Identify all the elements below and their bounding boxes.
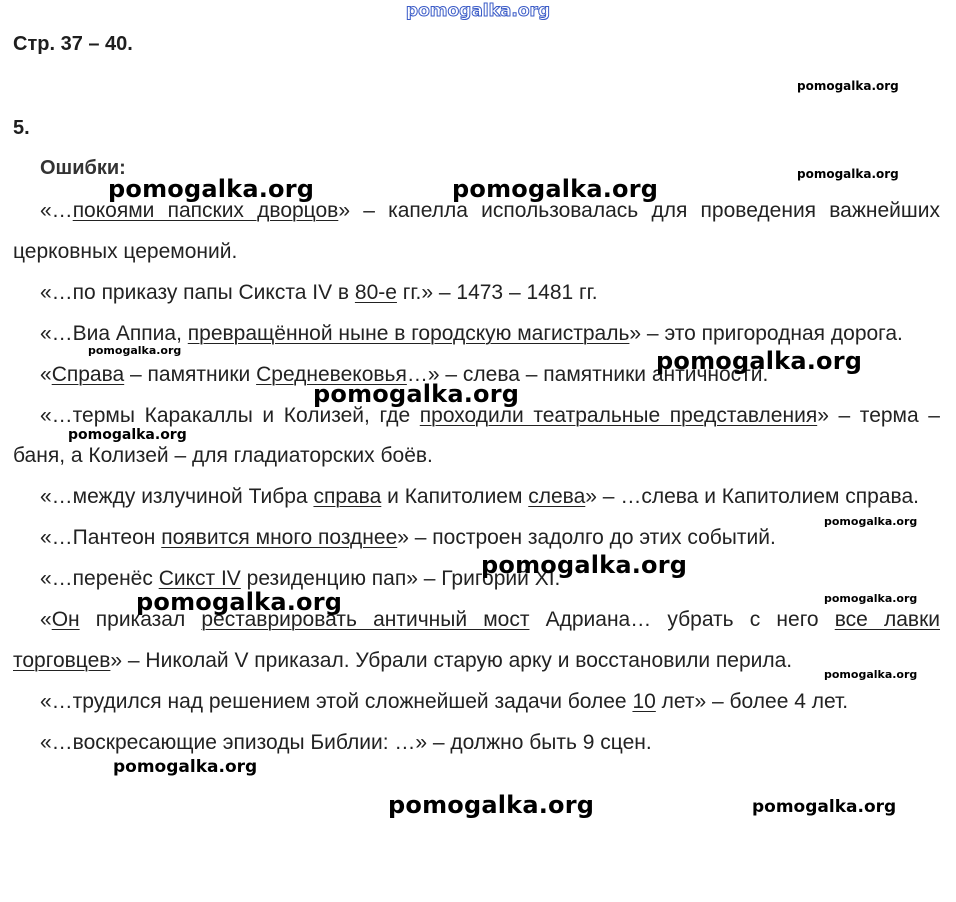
- error-paragraph: [13, 518, 940, 559]
- paragraph-text: «…перенёс: [40, 567, 159, 591]
- paragraph-text: «: [40, 608, 52, 632]
- paragraph-text: » – …слева и Капитолием справа.: [585, 485, 919, 509]
- underlined-error-text: появится много позднее: [161, 526, 398, 550]
- underlined-error-text: все лавки торговцев: [13, 608, 940, 672]
- underlined-error-text: 80-е: [354, 280, 397, 304]
- watermark: pomogalka.org: [388, 791, 595, 819]
- watermark: pomogalka.org: [452, 175, 659, 203]
- paragraph-text: «: [40, 362, 52, 386]
- error-paragraph: [13, 273, 940, 314]
- watermark: pomogalka.org: [313, 380, 520, 408]
- underlined-error-text: Средневековья: [256, 362, 407, 386]
- paragraph-text: и Капитолием: [381, 485, 529, 509]
- watermark: pomogalka.org: [113, 757, 258, 777]
- paragraph-text: …» – слева – памятники античности.: [406, 362, 769, 386]
- watermark: pomogalka.org: [88, 344, 182, 357]
- paragraph-text: «…Пантеон: [40, 526, 162, 550]
- watermark: pomogalka.org: [797, 167, 899, 181]
- paragraph-text: «…трудился над решением этой сложнейшей задачи более: [40, 689, 633, 713]
- paragraph-text: «…между излучиной Тибра: [40, 485, 314, 509]
- paragraph-text: приказал: [79, 608, 202, 632]
- underlined-error-text: Он: [51, 608, 80, 632]
- paragraph-text: » – Николай V приказал. Убрали старую арку и восстановили перила.: [110, 648, 793, 672]
- paragraph-text: » – это пригородная дорога.: [629, 321, 903, 345]
- paragraph-text: «…Виа Аппиа,: [40, 321, 188, 345]
- watermark: pomogalka.org: [824, 515, 918, 528]
- paragraph-text: Адриана… убрать с него: [529, 608, 835, 632]
- paragraph-text: «…термы Каракаллы и Колизей, где: [40, 403, 420, 427]
- underlined-error-text: Справа: [51, 362, 125, 386]
- paragraph-text: » – построен задолго до этих событий.: [397, 526, 776, 550]
- underlined-error-text: проходили театральные представления: [419, 403, 818, 427]
- page-title: Стр. 37 – 40.: [13, 33, 133, 55]
- underlined-error-text: 10: [632, 689, 656, 713]
- error-paragraph: [13, 191, 940, 273]
- paragraph-text: гг.» – 1473 – 1481 гг.: [396, 280, 598, 304]
- underlined-error-text: превращённой ныне в городскую магистраль: [187, 321, 630, 345]
- errors-subheading: Ошибки:: [40, 157, 126, 179]
- underlined-error-text: покоями папских дворцов: [72, 199, 339, 222]
- watermark: pomogalka.org: [797, 79, 899, 93]
- watermark: pomogalka.org: [68, 427, 187, 443]
- errors-list: [13, 191, 940, 764]
- paragraph-text: «…по приказу папы Сикста IV в: [40, 280, 355, 304]
- underlined-error-text: слева: [528, 485, 586, 509]
- watermark: pomogalka.org: [136, 588, 343, 616]
- watermark: pomogalka.org: [824, 592, 918, 605]
- watermark: pomogalka.org: [752, 797, 897, 817]
- paragraph-text: » – терма – баня, а Колизей – для гладиаторских боёв.: [13, 403, 940, 468]
- underlined-error-text: реставрировать античный мост: [201, 608, 530, 632]
- site-header-watermark: pomogalka.org: [405, 1, 551, 21]
- paragraph-text: – памятники: [124, 362, 257, 386]
- error-paragraph: [13, 477, 940, 518]
- underlined-error-text: Сикст IV: [158, 567, 241, 591]
- underlined-error-text: справа: [313, 485, 382, 509]
- task-number: 5.: [13, 117, 30, 139]
- watermark: pomogalka.org: [824, 668, 918, 681]
- paragraph-text: «…воскресающие эпизоды Библии: …» – должно быть 9 сцен.: [40, 730, 652, 754]
- paragraph-text: » – капелла использовалась для проведения важнейших церковных церемоний.: [13, 199, 940, 263]
- watermark: pomogalka.org: [108, 175, 315, 203]
- paragraph-text: лет» – более 4 лет.: [655, 689, 849, 713]
- watermark: pomogalka.org: [481, 551, 688, 579]
- error-paragraph: [13, 682, 940, 723]
- paragraph-text: резиденцию пап» – Григорий XI.: [240, 567, 561, 591]
- watermark: pomogalka.org: [656, 347, 863, 375]
- paragraph-text: «…: [40, 199, 73, 222]
